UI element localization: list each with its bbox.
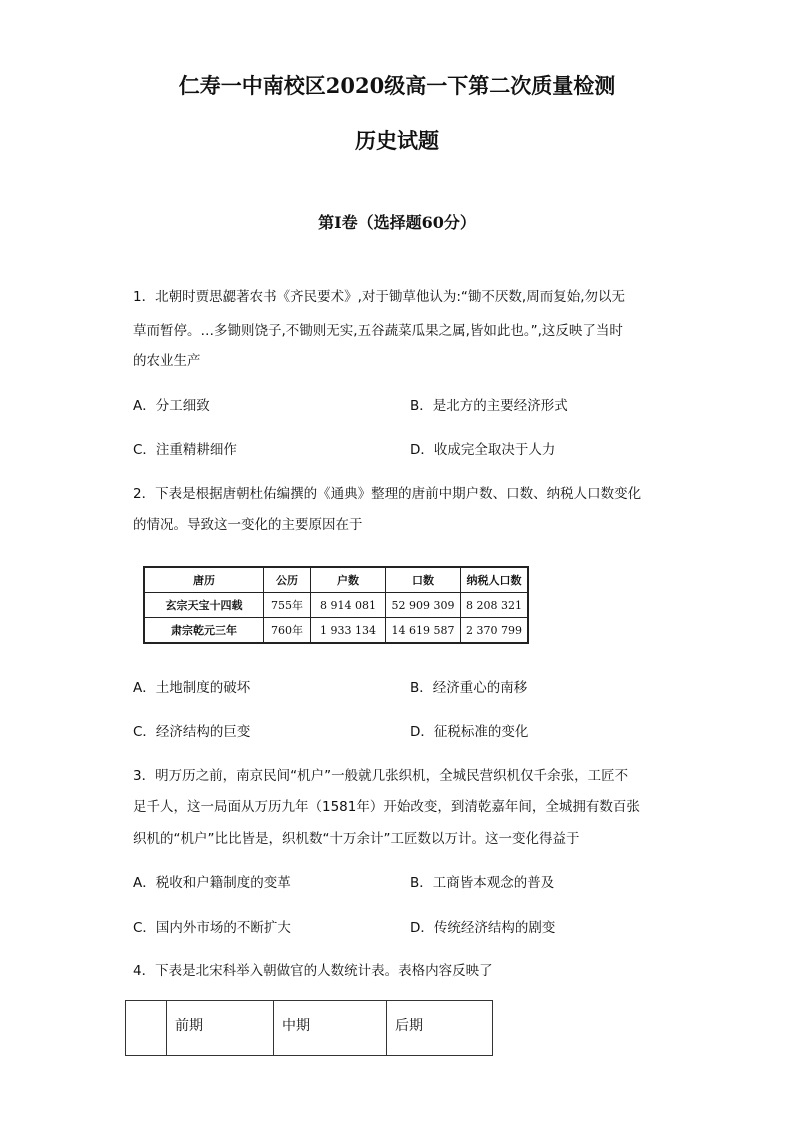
table-header-cell: 公历 — [264, 567, 311, 593]
q3-option-d[interactable]: D．传统经济结构的剧变 — [410, 920, 556, 936]
q3-line-2: 足千人，这一局面从万历九年（1581年）开始改变，到清乾嘉年间，全城拥有数百张 — [133, 799, 640, 815]
table-cell: 前期 — [167, 1001, 274, 1056]
exam-title: 仁寿一中南校区2020级高一下第二次质量检测 — [178, 73, 616, 98]
table-header-cell: 户数 — [311, 567, 386, 593]
q4-official-table — [125, 1000, 493, 1056]
table-cell: 肃宗乾元三年 — [144, 618, 264, 644]
q2-option-a[interactable]: A．土地制度的破坏 — [133, 680, 251, 696]
table-row — [126, 1001, 493, 1056]
exam-subject: 历史试题 — [355, 128, 439, 153]
q2-option-c[interactable]: C．经济结构的巨变 — [133, 724, 251, 740]
table-cell: 8 914 081 — [311, 593, 386, 618]
table-row — [144, 618, 528, 644]
q2-option-d[interactable]: D．征税标准的变化 — [410, 724, 529, 740]
q3-option-a[interactable]: A．税收和户籍制度的变革 — [133, 875, 291, 891]
q1-option-d[interactable]: D．收成完全取决于人力 — [410, 442, 556, 458]
table-header-cell: 唐历 — [144, 567, 264, 593]
q4-line-1: 4．下表是北宋科举入朝做官的人数统计表。表格内容反映了 — [133, 963, 493, 979]
table-cell: 52 909 309 — [386, 593, 461, 618]
q3-option-c[interactable]: C．国内外市场的不断扩大 — [133, 920, 291, 936]
q3-option-b[interactable]: B．工商皆本观念的普及 — [410, 875, 555, 891]
table-cell: 后期 — [387, 1001, 493, 1056]
q1-line-3: 的农业生产 — [133, 353, 201, 369]
q2-option-b[interactable]: B．经济重心的南移 — [410, 680, 528, 696]
table-cell: 8 208 321 — [461, 593, 529, 618]
q2-line-2: 的情况。导致这一变化的主要原因在于 — [133, 517, 363, 533]
table-cell — [126, 1001, 167, 1056]
q2-line-1: 2．下表是根据唐朝杜佑编撰的《通典》整理的唐前中期户数、口数、纳税人口数变化 — [133, 486, 642, 502]
table-header-cell: 口数 — [386, 567, 461, 593]
table-cell: 玄宗天宝十四载 — [144, 593, 264, 618]
q1-option-a[interactable]: A．分工细致 — [133, 398, 210, 414]
table-cell: 2 370 799 — [461, 618, 529, 644]
table-cell: 1 933 134 — [311, 618, 386, 644]
q1-option-b[interactable]: B．是北方的主要经济形式 — [410, 398, 568, 414]
section-title: 第I卷（选择题60分） — [318, 213, 476, 232]
table-cell: 中期 — [274, 1001, 387, 1056]
table-cell: 760年 — [264, 618, 311, 644]
q1-line-2: 草而暂停。…多锄则饶子,不锄则无实,五谷蔬菜瓜果之属,皆如此也。”,这反映了当时 — [133, 323, 623, 339]
q1-option-c[interactable]: C．注重精耕细作 — [133, 442, 237, 458]
q2-population-table — [143, 566, 529, 644]
q3-line-1: 3．明万历之前，南京民间“机户”一般就几张织机，全城民营织机仅千余张，工匠不 — [133, 768, 629, 784]
table-row — [144, 593, 528, 618]
table-cell: 14 619 587 — [386, 618, 461, 644]
table-cell: 755年 — [264, 593, 311, 618]
q1-line-1: 1．北朝时贾思勰著农书《齐民要术》,对于锄草他认为:“锄不厌数,周而复始,勿以无 — [133, 289, 626, 305]
table-header-row — [144, 567, 528, 593]
q3-line-3: 织机的“机户”比比皆是，织机数“十万余计”工匠数以万计。这一变化得益于 — [133, 831, 580, 847]
table-header-cell: 纳税人口数 — [461, 567, 529, 593]
